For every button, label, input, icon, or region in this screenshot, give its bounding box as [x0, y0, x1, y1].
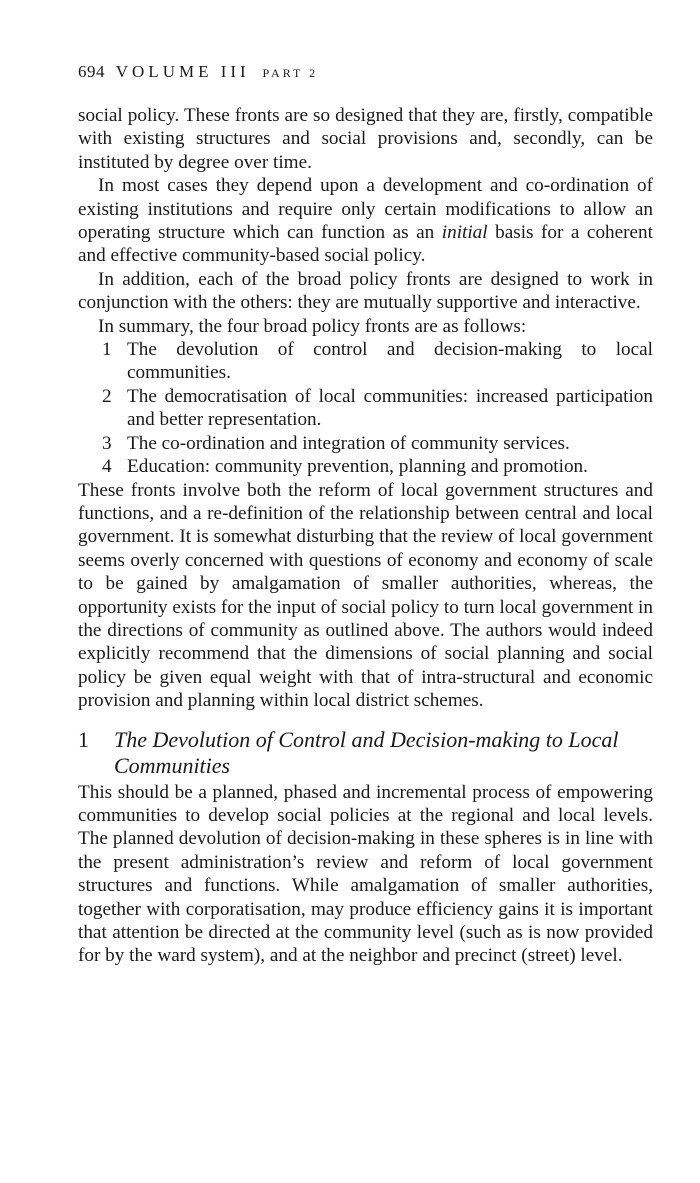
- policy-fronts-list: [78, 338, 653, 478]
- paragraph-3: In addition, each of the broad policy fronts are designed to work in conjunction with the others: they are mutually supportive and interactive.: [78, 268, 653, 314]
- list-item-number: 4: [102, 456, 112, 478]
- paragraph-5: These fronts involve both the reform of local government structures and functions, and a re-definition of the relationship between central and local government. It is somewhat disturbing that the review of local government seems overly concerned with questions of economy and economy of scale to be gained by amalgamation of smaller authorities, whereas, the opportunity exists for the input of social policy to turn local government in the directions of community as outlined above. The authors would indeed explicitly recommend that the dimensions of social planning and social policy be given equal weight with that of intra-structural and economic provision and planning within local district schemes.: [78, 479, 653, 712]
- list-item: [102, 385, 653, 432]
- body-text: [78, 104, 653, 968]
- section-number: 1: [78, 726, 89, 752]
- list-item: [102, 338, 653, 385]
- running-head: [78, 62, 653, 82]
- list-item-number: 1: [102, 339, 112, 361]
- paragraph-2-start: In most cases they depend upon a development and co-ordination of existing institutions and require only certain modifications to allow an operating structure which can function as an: [78, 175, 653, 244]
- list-item-text: The democratisation of local communities: increased participation and better representation.: [127, 385, 653, 431]
- paragraph-4: In summary, the four broad policy fronts are as follows:: [98, 315, 527, 337]
- list-item-text: Education: community prevention, planning and promotion.: [127, 456, 588, 478]
- list-item: [102, 455, 653, 478]
- list-item-text: The devolution of control and decision-making to local communities.: [127, 339, 653, 384]
- list-item-number: 3: [102, 432, 112, 454]
- list-item-number: 2: [102, 385, 112, 407]
- part-label: PART 2: [262, 66, 319, 80]
- document-page: [78, 62, 653, 968]
- section-title: The Devolution of Control and Decision-making to Local Communities: [114, 726, 619, 778]
- paragraph-1: social policy. These fronts are so designed that they are, firstly, compatible with existing structures and social provisions and, secondly, can be instituted by degree over time.: [78, 105, 653, 173]
- paragraph-2: [78, 174, 653, 268]
- volume-label: VOLUME III: [115, 62, 250, 81]
- paragraph-6: This should be a planned, phased and incremental process of empowering communities to develop social policies at the regional and local levels. The planned devolution of decision-making in these spheres is in line with the present administration’s review and reform of local government structures and functions. While amalgamation of smaller authorities, together with corporatisation, may produce efficiency gains it is important that attention be directed at the community level (such as is now provided for by the ward system), and at the neighbor and precinct (street) level.: [78, 781, 653, 967]
- page-number: 694: [78, 62, 105, 81]
- list-item: [102, 432, 653, 455]
- paragraph-2-end: basis for a coherent and effective community-based social policy.: [78, 222, 653, 267]
- paragraph-2-emphasis: initial: [441, 222, 488, 244]
- list-item-text: The co-ordination and integration of community services.: [127, 432, 570, 454]
- section-heading: [78, 727, 653, 779]
